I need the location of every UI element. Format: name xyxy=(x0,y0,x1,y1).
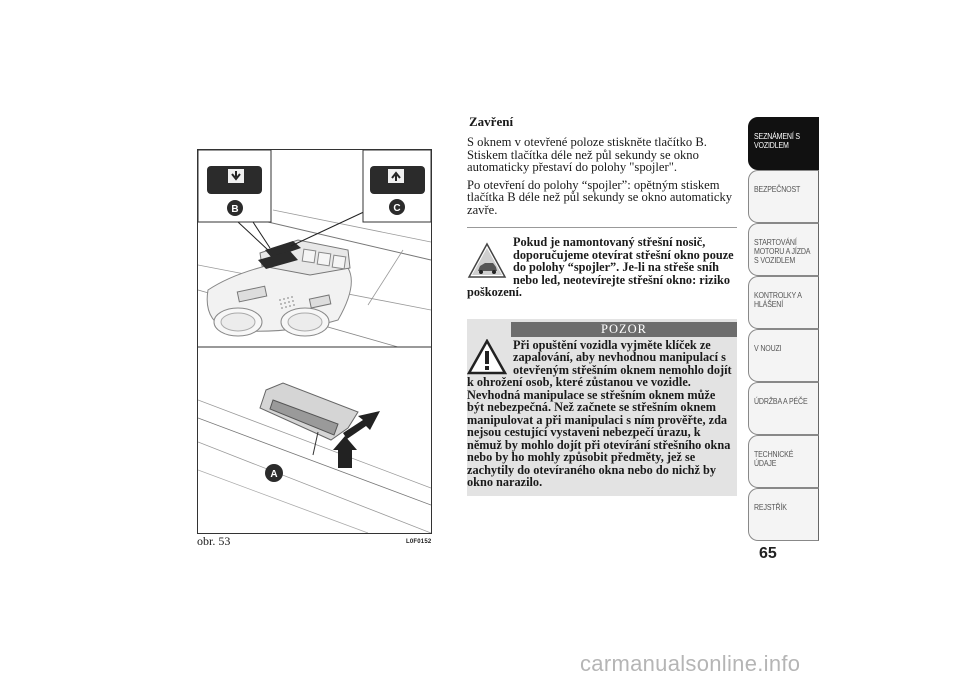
paragraph-1: S oknem v otevřené poloze stiskněte tlačítko B. Stiskem tlačítka déle než půl sekundy se okno automaticky přestaví do polohy "spojler". xyxy=(467,135,707,174)
section-heading: Zavření xyxy=(469,114,514,129)
divider xyxy=(467,227,737,228)
tab-bezpecnost[interactable] xyxy=(748,170,819,223)
tab-label: V NOUZI xyxy=(754,343,782,353)
tab-udrzba[interactable] xyxy=(748,382,819,435)
tab-label: STARTOVÁNÍ MOTORU A JÍZDA S VOZIDLEM xyxy=(754,237,811,265)
caution-box xyxy=(467,319,737,496)
caution-title: POZOR xyxy=(511,322,737,337)
text-column xyxy=(467,114,737,496)
tab-label: SEZNÁMENÍ S VOZIDLEM xyxy=(754,131,800,150)
warning-text: Pokud je namontovaný střešní nosič, doporučujeme otevírat střešní okno pouze do polohy “spojler”. Je-li na střeše sníh nebo led, neotevírejte střešní okno: riziko poškození. xyxy=(467,235,734,299)
tab-rejstrik[interactable] xyxy=(748,488,819,541)
callout-a: A xyxy=(270,469,278,480)
watermark: carmanualsonline.info xyxy=(580,651,801,676)
tab-label: TECHNICKÉ ÚDAJE xyxy=(754,449,794,468)
page-number: 65 xyxy=(759,545,777,562)
tab-kontrolky[interactable] xyxy=(748,276,819,329)
exclamation-warning-icon xyxy=(467,339,507,375)
car-warning-icon xyxy=(467,242,507,280)
warning-note xyxy=(467,236,737,299)
tab-startovani[interactable] xyxy=(748,223,819,276)
figure-code: L0F0152 xyxy=(406,539,432,545)
figure-illustration xyxy=(197,149,432,534)
figure-caption: obr. 53 xyxy=(197,534,231,548)
caution-text: Při opuštění vozidla vyjměte klíček ze zapalování, aby nevhodnou manipulací s otevřeným střešním oknem nemohlo dojít k ohrožení osob, které zůstanou ve vozidle. Nevhodná manipulace se střešním oknem může být nebezpečná. Než začnete se střešním oknem manipulovat a při manipulaci s ním prověřte, zda nejsou cestující vystaveni nebezpečí úrazu, k němuž by mohlo dojít při otevírání střešního okna nebo by ho mohly způsobit předměty, jež se zachytily do otevíraného okna nebo do nichž by okno narazilo. xyxy=(467,337,732,489)
chapter-tabs xyxy=(748,117,819,541)
tab-label: REJSTŘÍK xyxy=(754,502,787,512)
tab-technicke-udaje[interactable] xyxy=(748,435,819,488)
callout-c: C xyxy=(393,203,401,214)
tab-label: KONTROLKY A HLÁŠENÍ xyxy=(754,290,802,309)
callout-b: B xyxy=(231,204,239,215)
tab-seznameni-s-vozidlem[interactable] xyxy=(748,117,819,170)
paragraph-2: Po otevření do polohy “spojler”: opětným stiskem tlačítka B déle než půl sekundy se okno automaticky zavře. xyxy=(467,177,733,217)
tab-label: ÚDRŽBA A PÉČE xyxy=(754,396,808,406)
roof-console-illustration xyxy=(198,150,431,533)
tab-v-nouzi[interactable] xyxy=(748,329,819,382)
tab-label: BEZPEČNOST xyxy=(754,184,801,194)
